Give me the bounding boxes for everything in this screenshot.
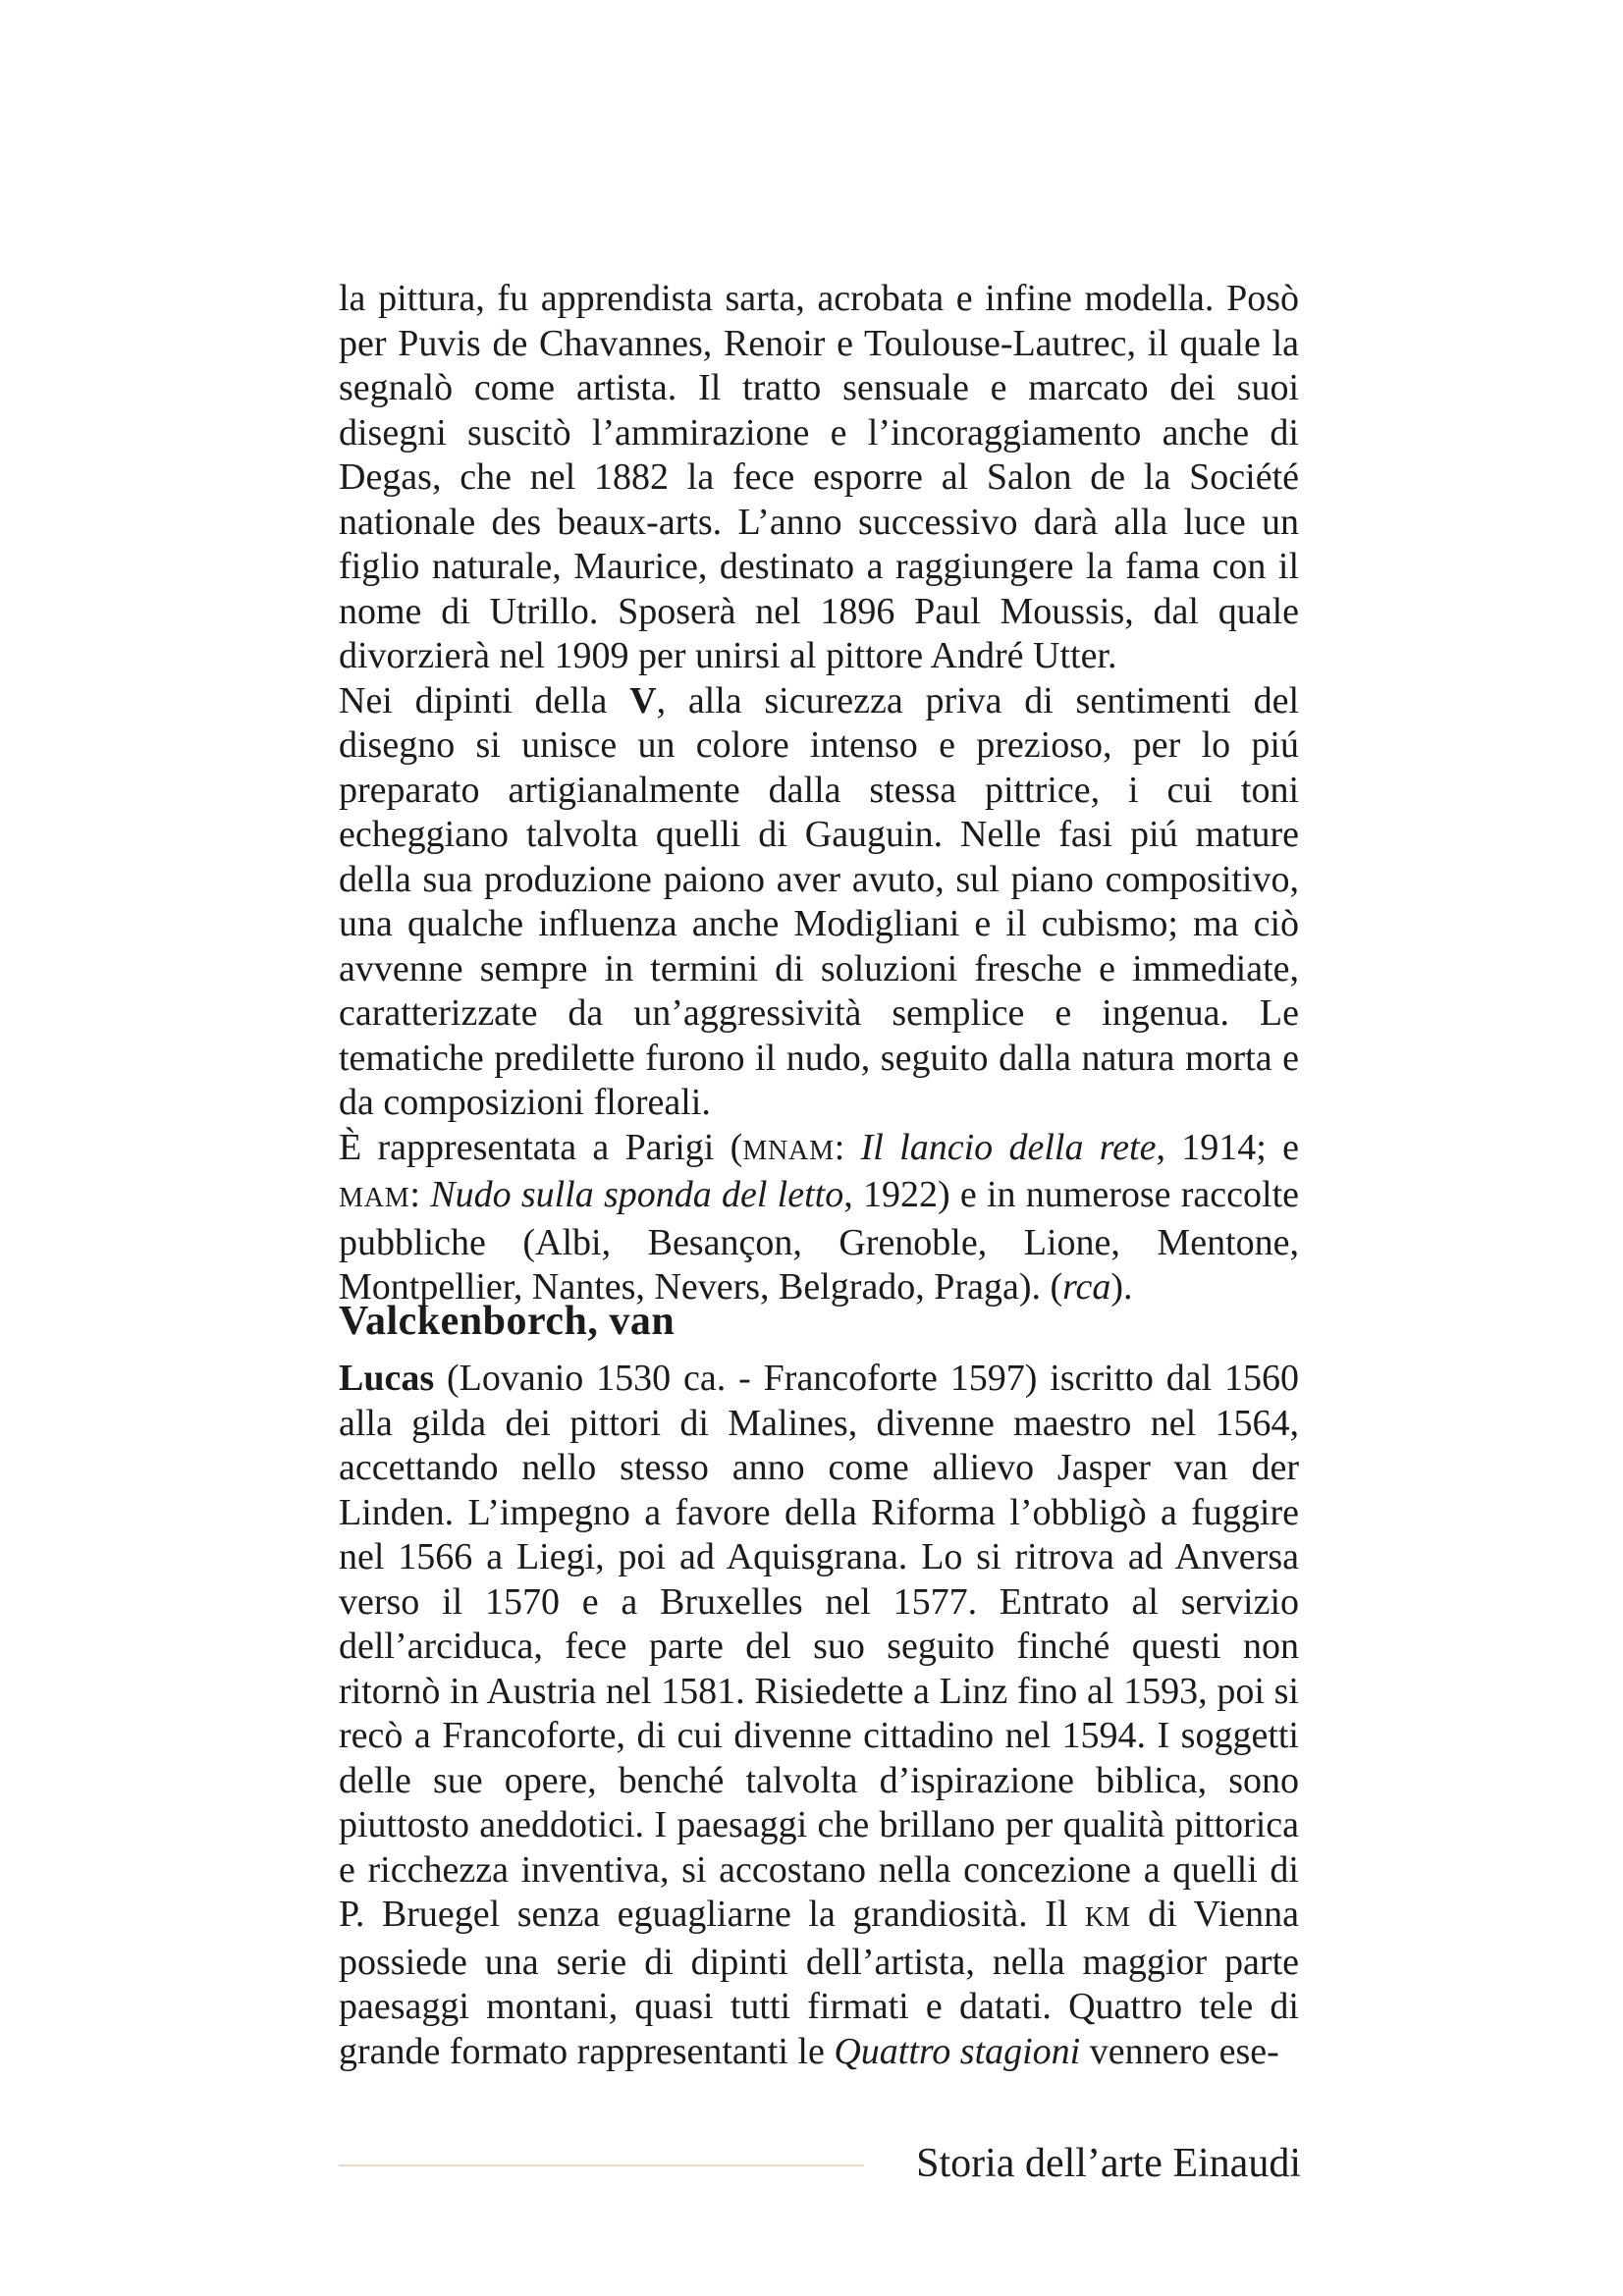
entry-title: Valckenborch, van (339, 1299, 676, 1344)
text-run: di Vienna possiede una serie di dipinti dell’artista, nella maggior parte paesaggi montani, quasi tutti firmati e datati. Quattro tele di grande formato rappresentanti le (339, 1894, 1299, 2072)
text-run: È rappresentata a Parigi ( (339, 1126, 743, 1168)
museum-abbrev: MAM (339, 1183, 410, 1213)
museum-abbrev: KM (1084, 1902, 1131, 1933)
text-run: Nei dipinti della (339, 679, 630, 721)
text-run: vennero ese- (1080, 2030, 1279, 2072)
text-run: : (409, 1174, 431, 1215)
text-run: ). (1110, 1266, 1133, 1308)
museum-abbrev: MNAM (742, 1135, 835, 1166)
text-run: , alla sicurezza priva di sentimenti del disegno si unisce un colore intenso e prezioso, per lo piú preparato artigianalmente dalla stessa pittrice, i cui toni echeggiano talvolta quelli di Gauguin. Nelle fasi piú mature della sua produzione paiono aver avuto, sul piano compositivo, una qualche influenza anche Modigliani e il cubismo; ma ciò avvenne sempre in termini di soluzioni fresche e immediate, caratterizzate da un’aggressività semplice e ingenua. Le tematiche predilette furono il nudo, seguito dalla natura morta e da composizioni floreali. (339, 679, 1300, 1123)
entry-continuation (339, 277, 1299, 1310)
text-run: : (834, 1126, 861, 1168)
paragraph-lucas (339, 1357, 1299, 2074)
paragraph-style (339, 679, 1299, 1126)
artwork-title: Quattro stagioni (834, 2030, 1081, 2072)
artist-name: Lucas (339, 1358, 435, 1399)
footer-publisher: Storia dell’arte Einaudi (916, 2141, 1301, 2186)
paragraph-biography: la pittura, fu apprendista sarta, acrobata e infine modella. Posò per Puvis de Chavannes, Renoir e Toulouse-Lautrec, il quale la segnalò come artista. Il tratto sensuale e marcato dei suoi disegni suscitò l’ammirazione e l’incoraggiamento anche di Degas, che nel 1882 la fece esporre al Salon de la Société nationale des beaux-arts. L’anno successivo darà alla luce un figlio naturale, Maurice, destinato a raggiungere la fama con il nome di Utrillo. Sposerà nel 1896 Paul Moussis, dal quale divorzierà nel 1909 per unirsi al pittore André Utter. (339, 278, 1299, 676)
entry-body (339, 1357, 1299, 2074)
text-run: (Lovanio 1530 ca. - Francoforte 1597) iscritto dal 1560 alla gilda dei pittori di Malines, divenne maestro nel 1564, accettando nello stesso anno come allievo Jasper van der Linden. L’impegno a favore della Riforma l’obbligò a fuggire nel 1566 a Liegi, poi ad Aquisgrana. Lo si ritrova ad Anversa verso il 1570 e a Bruxelles nel 1577. Entrato al servizio dell’arciduca, fece parte del suo seguito finché questi non ritornò in Austria nel 1581. Risiedette a Linz fino al 1593, poi si recò a Francoforte, di cui divenne cittadino nel 1594. I soggetti delle sue opere, benché talvolta d’ispirazione biblica, sono piuttosto aneddotici. I paesaggi che brillano per qualità pittorica e ricchezza inventiva, si accostano nella concezione a quelli di P. Bruegel senza eguagliarne la grandiosità. Il (339, 1358, 1299, 1935)
artwork-title: Nudo sulla sponda del letto (430, 1174, 844, 1215)
text-run: , 1914; e (1156, 1126, 1299, 1168)
bold-initial: V (629, 679, 657, 721)
text-run: , 1922) e in numerose raccolte pubbliche (Albi, Besançon, Grenoble, Lione, Mentone, Montpellier, Nantes, Nevers, Belgrado, Praga). ( (339, 1174, 1300, 1308)
footer-rule (339, 2164, 864, 2166)
artwork-title: Il lancio della rete (860, 1126, 1157, 1168)
paragraph-collections (339, 1126, 1299, 1310)
author-initials: rca (1062, 1266, 1111, 1308)
